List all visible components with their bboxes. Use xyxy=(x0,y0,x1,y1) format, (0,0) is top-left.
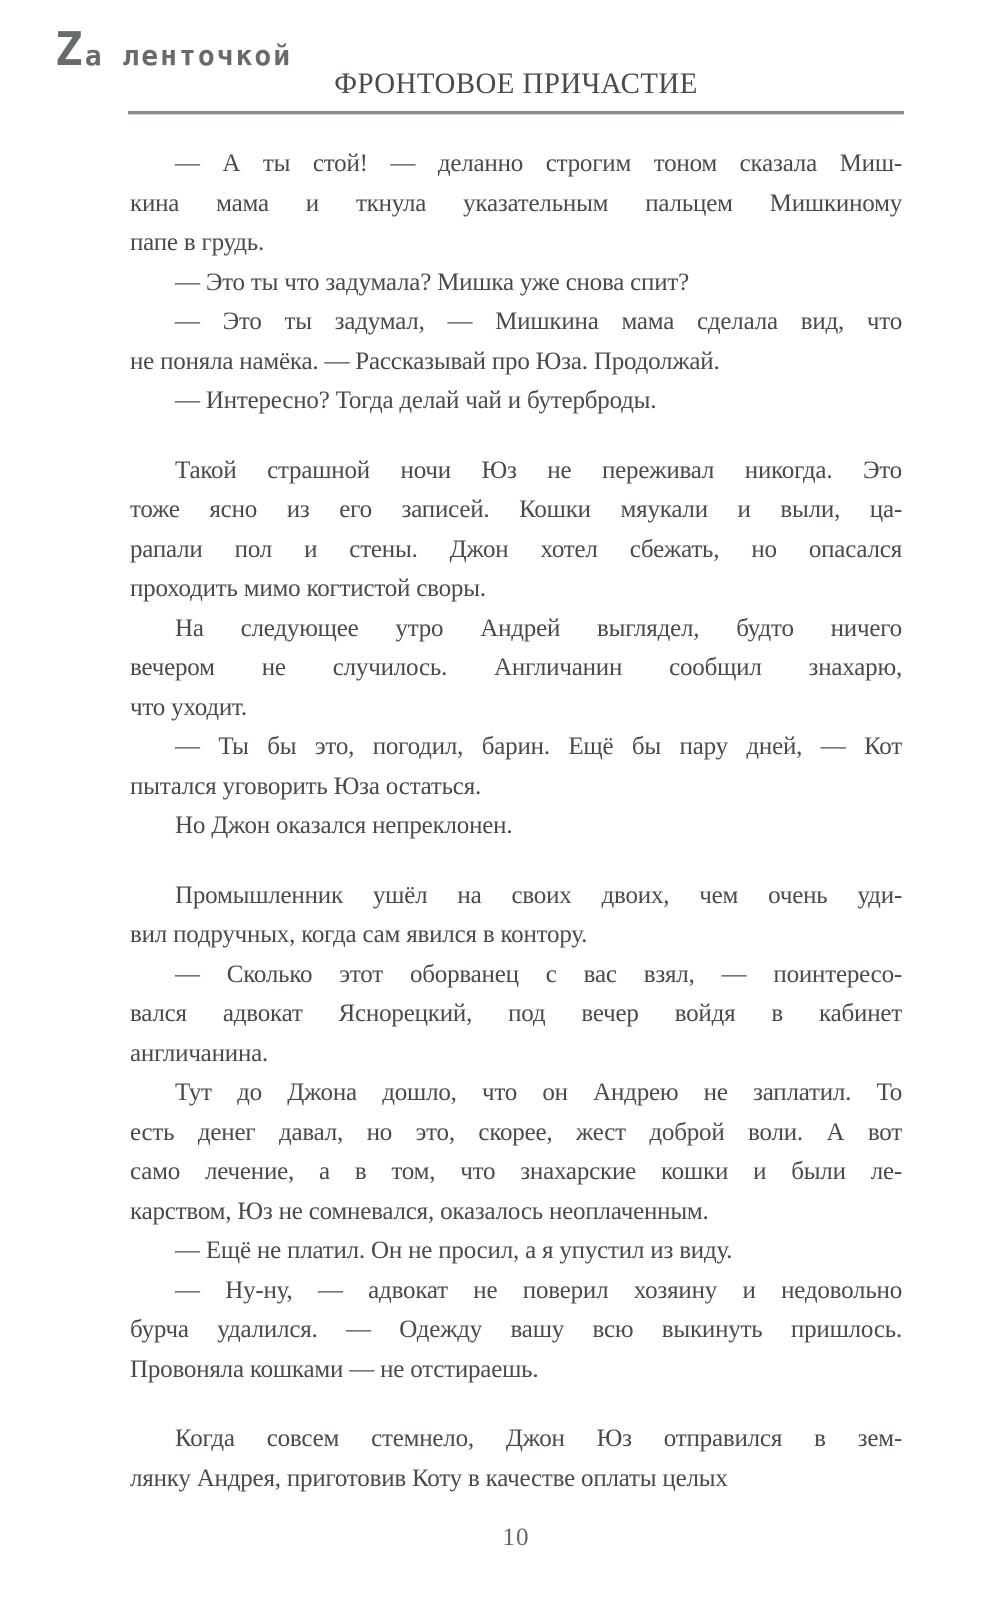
header-rule xyxy=(128,111,904,114)
text-line: что уходит. xyxy=(130,693,247,721)
text-line: не поняла намёка. — Рассказывай про Юза. Продолжай. xyxy=(130,347,720,375)
paragraph xyxy=(130,955,902,1074)
text-line: пытался уговорить Юза остаться. xyxy=(130,772,482,800)
text-line: — Интересно? Тогда делай чай и бутерброды. xyxy=(175,387,657,414)
paragraph xyxy=(130,302,902,381)
paragraph xyxy=(130,1419,902,1498)
text-line: вечером не случилось. Англичанин сообщил знахарю, xyxy=(130,654,902,681)
text-line: — Это ты задумал, — Мишкина мама сделала вид, что xyxy=(175,308,902,335)
text-line: — Ну-ну, — адвокат не поверил хозяину и недовольно xyxy=(175,1276,902,1304)
text-line: Тут до Джона дошло, что он Андрею не заплатил. То xyxy=(175,1079,902,1106)
text-line: вил подручных, когда сам явился в контору. xyxy=(130,921,588,948)
text-line: Когда совсем стемнело, Джон Юз отправился в зем- xyxy=(175,1425,902,1452)
text-line: папе в грудь. xyxy=(130,229,265,256)
paragraph xyxy=(130,876,902,955)
paragraph xyxy=(130,806,902,846)
text-line: Промышленник ушёл на своих двоих, чем очень уди- xyxy=(175,881,902,909)
text-line: — А ты стой! — деланно строгим тоном сказала Миш- xyxy=(175,150,902,177)
series-logo-initial: Z xyxy=(55,22,85,76)
text-line: само лечение, а в том, что знахарские кошки и были ле- xyxy=(130,1158,902,1185)
paragraph xyxy=(130,1271,902,1390)
text-line: На следующее утро Андрей выглядел, будто ничего xyxy=(175,614,902,642)
paragraph xyxy=(130,144,902,263)
paragraph xyxy=(130,1073,902,1231)
text-line: лянку Андрея, приготовив Коту в качестве оплаты целых xyxy=(130,1464,728,1492)
text-line: англичанина. xyxy=(130,1039,269,1067)
text-line: бурча удалился. — Одежду вашу всю выкинуть пришлось. xyxy=(130,1316,902,1343)
text-line: тоже ясно из его записей. Кошки мяукали и выли, ца- xyxy=(130,496,902,523)
text-line: — Ещё не платил. Он не просил, а я упустил из виду. xyxy=(175,1237,733,1264)
paragraph xyxy=(130,381,902,421)
series-logo-text: а ленточкой xyxy=(84,39,293,72)
text-line: Но Джон оказался непреклонен. xyxy=(175,812,513,839)
chapter-title: ФРОНТОВОЕ ПРИЧАСТИЕ xyxy=(334,67,698,100)
text-line: — Сколько этот оборванец с вас взял, — поинтересо- xyxy=(175,960,902,988)
series-logo xyxy=(55,22,293,76)
page-number: 10 xyxy=(502,1524,530,1551)
text-line: Такой страшной ночи Юз не переживал никогда. Это xyxy=(175,456,902,484)
text-line: есть денег давал, но это, скорее, жест доброй воли. А вот xyxy=(130,1118,902,1146)
text-line: кина мама и ткнула указательным пальцем Мишкиному xyxy=(130,189,902,217)
paragraph xyxy=(130,451,902,609)
text-line: Провоняла кошками — не отстираешь. xyxy=(130,1355,539,1383)
text-line: вался адвокат Яснорецкий, под вечер войдя в кабинет xyxy=(130,1000,902,1027)
paragraph xyxy=(130,263,902,303)
text-line: — Ты бы это, погодил, барин. Ещё бы пару дней, — Кот xyxy=(175,733,902,760)
text-line: рапали пол и стены. Джон хотел сбежать, но опасался xyxy=(130,535,902,563)
paragraph xyxy=(130,727,902,806)
text-line: карством, Юз не сомневался, оказалось неоплаченным. xyxy=(130,1197,709,1225)
text-line: проходить мимо когтистой своры. xyxy=(130,575,486,602)
text-line: — Это ты что задумала? Мишка уже снова спит? xyxy=(175,268,690,296)
paragraph xyxy=(130,1231,902,1271)
body-text xyxy=(130,144,902,1498)
paragraph xyxy=(130,609,902,728)
